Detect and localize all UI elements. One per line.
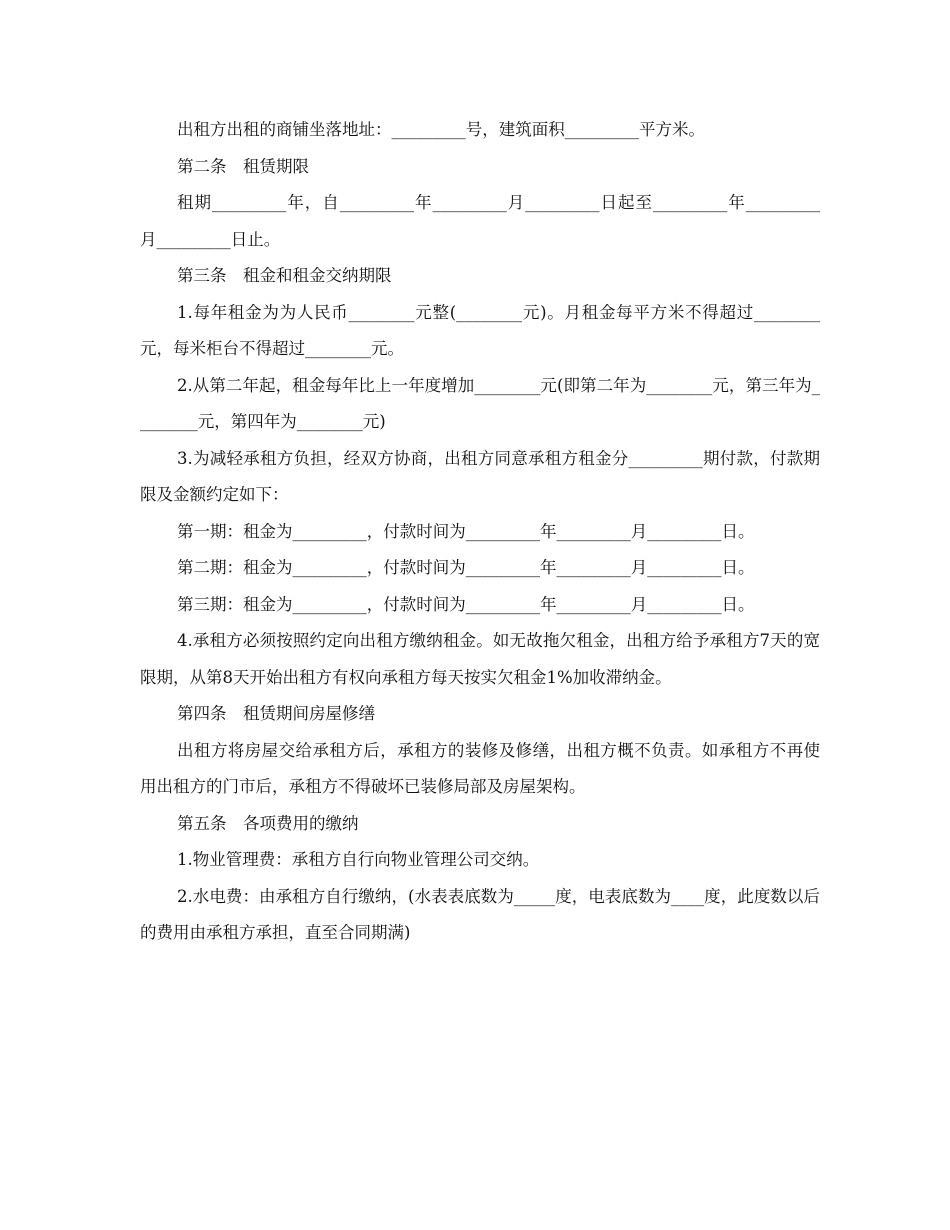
paragraph-installment-3: 第三期：租金为_________，付款时间为_________年_________月_________日。 (177, 594, 755, 614)
contract-page (140, 112, 820, 952)
paragraph-fees-2: 2.水电费：由承租方自行缴纳，(水表表底数为_____度，电表底数为____度，此度数以后的费用由承租方承担，直至合同期满) (140, 886, 820, 942)
paragraph-rent-4: 4.承租方必须按照约定向出租方缴纳租金。如无故拖欠租金，出租方给予承租方7天的宽限期，从第8天开始出租方有权向承租方每天按实欠租金1%加收滞纳金。 (140, 631, 820, 687)
heading-article-5: 第五条 各项费用的缴纳 (177, 813, 359, 833)
paragraph-address: 出租方出租的商铺坐落地址：_________号，建筑面积_________平方米。 (177, 120, 705, 139)
heading-article-2: 第二条 租赁期限 (177, 156, 309, 176)
paragraph-rent-1: 1.每年租金为为人民币________元整(________元)。月租金每平方米不得超过________元，每米柜台不得超过________元。 (140, 302, 820, 358)
paragraph-rent-2: 2.从第二年起，租金每年比上一年度增加________元(即第二年为________元，第三年为________元，第四年为________元) (140, 375, 820, 431)
paragraph-fees-1: 1.物业管理费：承租方自行向物业管理公司交纳。 (177, 850, 540, 869)
paragraph-installment-1: 第一期：租金为_________，付款时间为_________年_________月_________日。 (177, 521, 755, 541)
heading-article-4: 第四条 租赁期间房屋修缮 (177, 704, 375, 723)
paragraph-installment-2: 第二期：租金为_________，付款时间为_________年_________月_________日。 (177, 558, 755, 577)
heading-article-3: 第三条 租金和租金交纳期限 (177, 266, 392, 285)
paragraph-rent-3: 3.为减轻承租方负担，经双方协商，出租方同意承租方租金分_________期付款，付款期限及金额约定如下： (140, 448, 820, 504)
paragraph-repairs: 出租方将房屋交给承租方后，承租方的装修及修缮，出租方概不负责。如承租方不再使用出租方的门市后，承租方不得破坏已装修局部及房屋架构。 (140, 740, 820, 796)
paragraph-lease-term: 租期_________年，自_________年_________月_________日起至_________年_________月_________日止。 (140, 193, 820, 249)
